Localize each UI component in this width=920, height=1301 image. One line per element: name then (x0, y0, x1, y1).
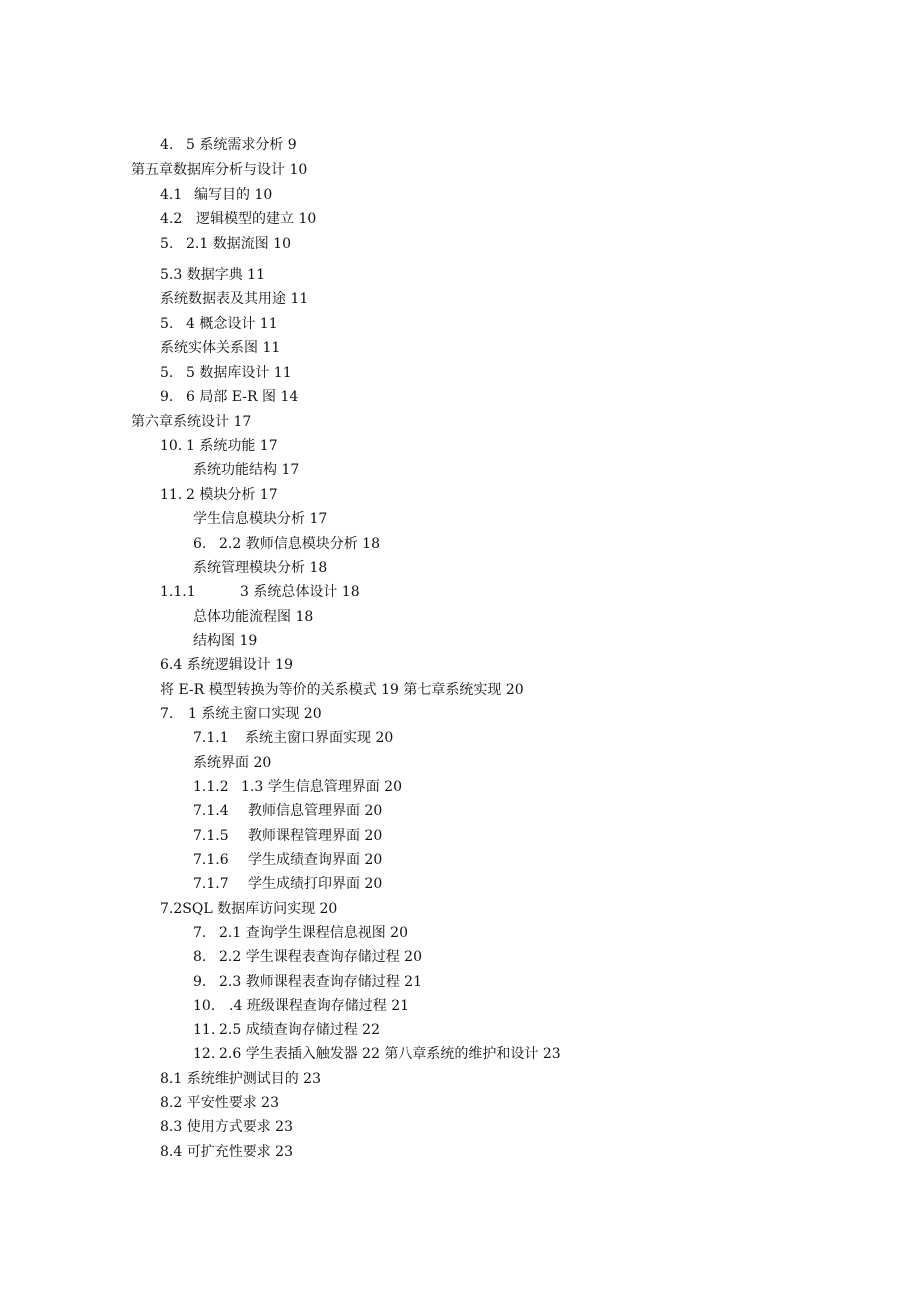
toc-entry (160, 900, 337, 918)
toc-entry-number: 10. (193, 998, 216, 1014)
toc-entry (193, 948, 422, 966)
toc-entry-title: 系统管理模块分析 18 (193, 560, 328, 576)
toc-entry-number: 7.1.7 (193, 876, 229, 892)
toc-entry-number: 5. (160, 365, 174, 381)
toc-entry (160, 437, 278, 455)
toc-entry-title: 4 概念设计 11 (186, 316, 278, 332)
toc-entry-title: 学生成绩查询界面 20 (248, 852, 383, 868)
toc-entry (160, 210, 316, 228)
toc-entry-title: 1.3 学生信息管理界面 20 (241, 779, 402, 795)
toc-entry-title: 6 局部 E-R 图 14 (186, 389, 299, 405)
toc-entry (160, 266, 265, 284)
toc-entry-title: 学生信息模块分析 17 (193, 511, 328, 527)
toc-entry-title: 2.6 学生表插入触发器 22 第八章系统的维护和设计 23 (219, 1046, 561, 1062)
toc-entry-number: 7.1.4 (193, 803, 229, 819)
toc-entry (160, 486, 278, 504)
toc-entry (193, 754, 271, 772)
toc-entry-number: 9. (193, 974, 207, 990)
toc-entry (193, 875, 382, 893)
toc-entry-title: 8.3 使用方式要求 23 (160, 1119, 293, 1135)
toc-entry-number: 1.1.2 (193, 779, 229, 795)
toc-entry-title: 总体功能流程图 18 (193, 609, 314, 625)
toc-entry-number: 11. (160, 487, 183, 503)
toc-entry-title: 2.5 成绩查询存储过程 22 (219, 1022, 380, 1038)
toc-entry-number: 7. (160, 706, 174, 722)
toc-entry-title: 7.2SQL 数据库访问实现 20 (160, 901, 338, 917)
toc-entry-number: 4.2 (160, 211, 183, 227)
toc-entry (131, 161, 307, 179)
toc-entry (160, 1143, 293, 1161)
toc-entry (193, 924, 408, 942)
toc-entry-number: 5. (160, 316, 174, 332)
toc-entry-number: 6. (193, 536, 207, 552)
toc-entry (160, 1070, 321, 1088)
toc-entry-title: 8.1 系统维护测试目的 23 (160, 1071, 321, 1087)
toc-entry-title: 逻辑模型的建立 10 (196, 211, 317, 227)
toc-entry-title: 2.1 数据流图 10 (186, 236, 291, 252)
toc-entry-title: 1 系统主窗口实现 20 (188, 706, 322, 722)
toc-entry (193, 461, 299, 479)
toc-entry-number: 10. (160, 438, 183, 454)
toc-entry-number: 4.1 (160, 187, 183, 203)
toc-entry-title: 2.2 教师信息模块分析 18 (219, 536, 380, 552)
toc-entry (193, 608, 313, 626)
toc-entry-title: 2.2 学生课程表查询存储过程 20 (219, 949, 422, 965)
toc-entry (193, 851, 382, 869)
toc-entry-title: 8.4 可扩充性要求 23 (160, 1144, 293, 1160)
toc-entry-title: 5.3 数据字典 11 (160, 267, 265, 283)
toc-entry-title: 编写目的 10 (194, 187, 273, 203)
toc-entry (160, 388, 298, 406)
toc-entry-number: 7.1.1 (193, 730, 229, 746)
toc-entry-number: 11. (193, 1022, 216, 1038)
toc-entry-title: 系统界面 20 (193, 755, 272, 771)
toc-entry (131, 413, 251, 431)
toc-entry-title: 将 E-R 模型转换为等价的关系模式 19 第七章系统实现 20 (160, 682, 524, 698)
toc-entry (160, 656, 293, 674)
toc-entry-title: 5 数据库设计 11 (186, 365, 292, 381)
toc-entry-number: 7.1.6 (193, 852, 229, 868)
toc-entry (193, 510, 327, 528)
toc-entry (160, 705, 322, 723)
toc-entry (193, 973, 422, 991)
toc-entry (193, 997, 409, 1015)
toc-entry-title: 教师课程管理界面 20 (248, 828, 383, 844)
toc-entry (160, 136, 297, 154)
toc-entry (193, 802, 382, 820)
toc-entry-title: 1 系统功能 17 (186, 438, 278, 454)
toc-entry (160, 681, 524, 699)
toc-entry (193, 1021, 380, 1039)
toc-entry (193, 559, 327, 577)
toc-entry-title: 系统实体关系图 11 (160, 340, 281, 356)
toc-entry (160, 186, 272, 204)
toc-entry (160, 1094, 279, 1112)
toc-entry-title: 系统数据表及其用途 11 (160, 291, 309, 307)
toc-entry-title: 5 系统需求分析 9 (186, 137, 297, 153)
toc-entry (160, 364, 292, 382)
toc-entry (193, 827, 382, 845)
toc-entry-title: 结构图 19 (193, 633, 258, 649)
toc-entry-number: 1.1.1 (160, 584, 196, 600)
toc-entry (160, 339, 280, 357)
toc-entry (193, 632, 257, 650)
toc-entry-number: 8. (193, 949, 207, 965)
toc-entry-title: 系统功能结构 17 (193, 462, 300, 478)
toc-entry (193, 778, 402, 796)
toc-entry (160, 315, 278, 333)
toc-entry (193, 1045, 561, 1063)
toc-entry (160, 1118, 293, 1136)
toc-entry-title: 第五章数据库分析与设计 10 (131, 162, 308, 178)
toc-entry-title: 8.2 平安性要求 23 (160, 1095, 279, 1111)
toc-entry-number: 12. (193, 1046, 216, 1062)
toc-entry-title: 2.1 查询学生课程信息视图 20 (219, 925, 408, 941)
toc-entry (160, 235, 291, 253)
toc-entry-title: .4 班级课程查询存储过程 21 (229, 998, 410, 1014)
toc-entry (193, 535, 380, 553)
toc-entry-title: 系统主窗口界面实现 20 (245, 730, 394, 746)
toc-entry-title: 教师信息管理界面 20 (248, 803, 383, 819)
toc-entry (193, 729, 393, 747)
toc-entry-number: 9. (160, 389, 174, 405)
toc-entry-number: 4. (160, 137, 174, 153)
toc-entry-title: 2 模块分析 17 (186, 487, 278, 503)
toc-entry-number: 5. (160, 236, 174, 252)
toc-entry-title: 第六章系统设计 17 (131, 414, 252, 430)
toc-entry (160, 583, 360, 601)
toc-entry-title: 学生成绩打印界面 20 (248, 876, 383, 892)
toc-entry-number: 7. (193, 925, 207, 941)
toc-entry-title: 2.3 教师课程表查询存储过程 21 (219, 974, 422, 990)
toc-entry-title: 6.4 系统逻辑设计 19 (160, 657, 293, 673)
toc-entry (160, 290, 308, 308)
toc-entry-title: 3 系统总体设计 18 (240, 584, 360, 600)
toc-entry-number: 7.1.5 (193, 828, 229, 844)
